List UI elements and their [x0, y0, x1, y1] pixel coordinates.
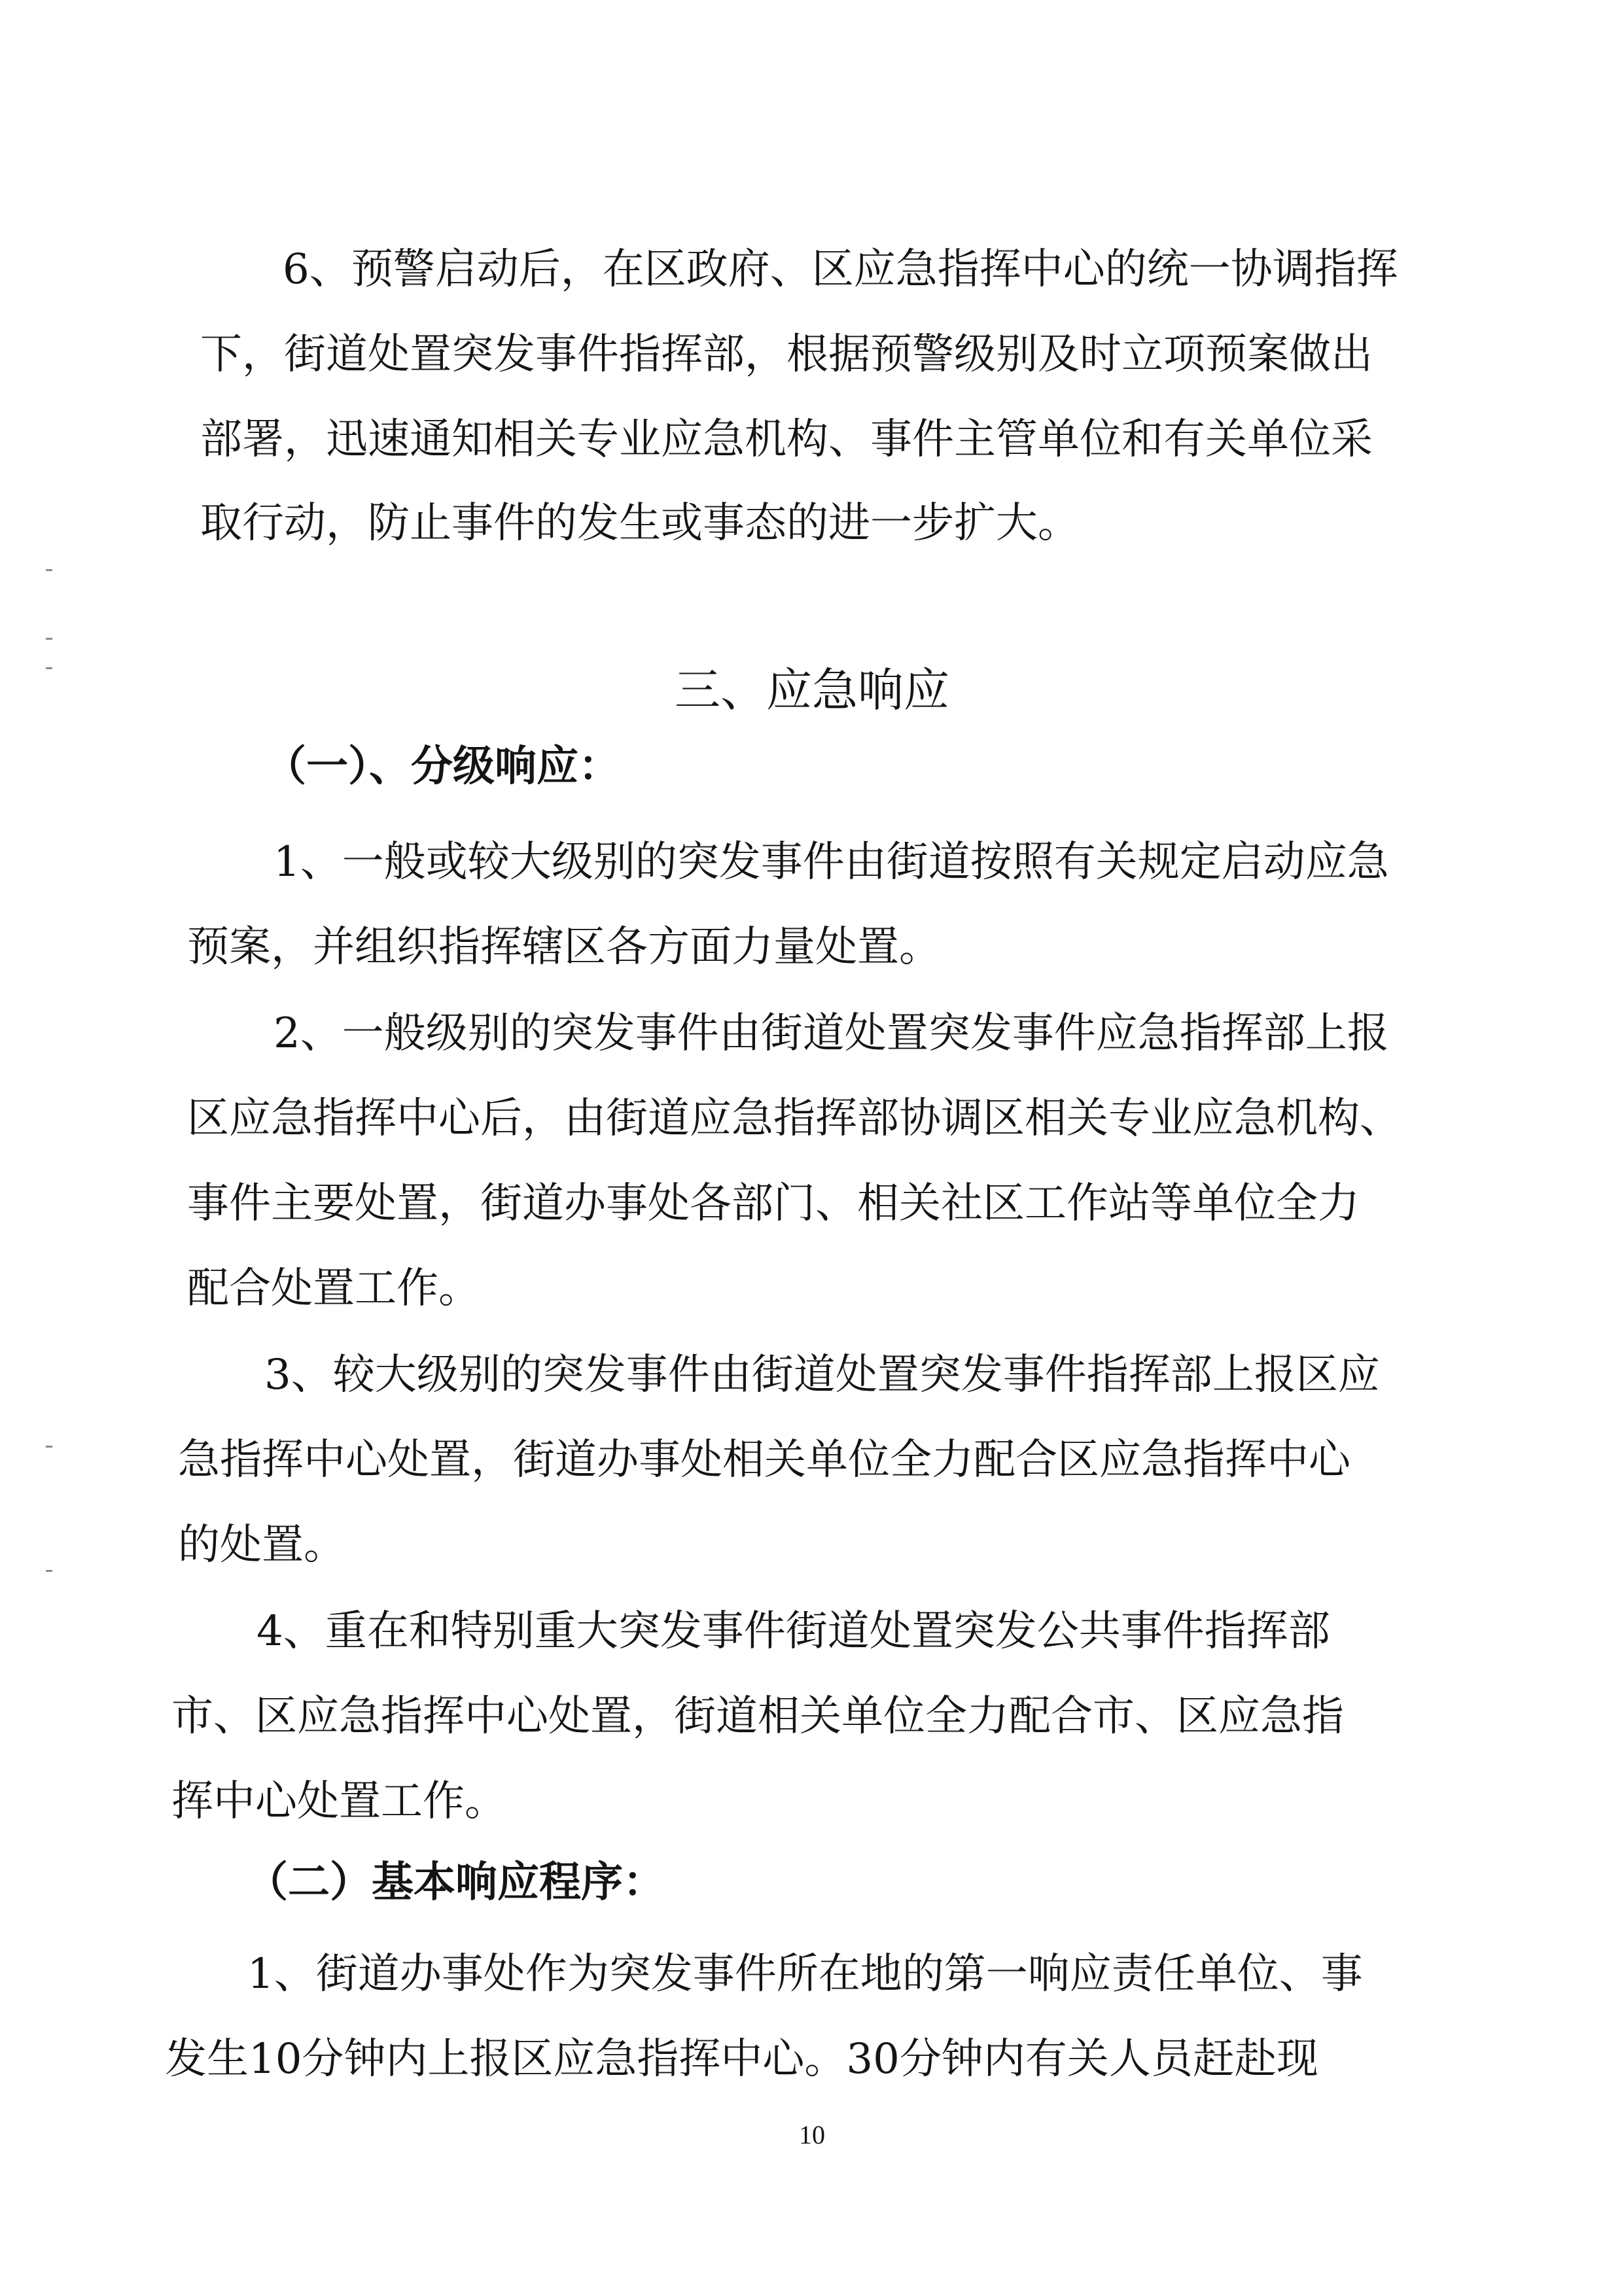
paragraph-line: 下，街道处置突发事件指挥部，根据预警级别及时立项预案做出 — [200, 330, 1373, 379]
paragraph-line: 的处置。 — [178, 1521, 345, 1569]
chapter-title: 三、应急响应 — [675, 663, 949, 717]
paragraph-line: 挥中心处置工作。 — [171, 1777, 506, 1826]
paragraph-line: 发生10分钟内上报区应急指挥中心。30分钟内有关人员赶赴现 — [165, 2035, 1318, 2083]
paragraph-line: 区应急指挥中心后，由街道应急指挥部协调区相关专业应急机构、 — [187, 1094, 1402, 1143]
scan-mark — [46, 569, 52, 571]
paragraph-line: 3、较大级别的突发事件由街道处置突发事件指挥部上报区应 — [264, 1351, 1380, 1399]
scan-mark — [46, 638, 52, 640]
scan-mark — [46, 1570, 52, 1572]
paragraph-line: 预案，并组织指挥辖区各方面力量处置。 — [187, 923, 941, 971]
paragraph-line: 取行动，防止事件的发生或事态的进一步扩大。 — [200, 499, 1080, 548]
subsection-heading: （二）基本响应程序： — [246, 1858, 665, 1907]
subsection-heading: （一）、分级响应： — [264, 742, 620, 791]
paragraph-line: 配合处置工作。 — [187, 1264, 480, 1313]
paragraph-line: 6、预警启动后，在区政府、区应急指挥中心的统一协调指挥 — [283, 245, 1398, 294]
page-number: 10 — [799, 2120, 825, 2149]
paragraph-line: 1、街道办事处作为突发事件所在地的第一响应责任单位、事 — [247, 1950, 1363, 1998]
paragraph-line: 1、一般或较大级别的突发事件由街道按照有关规定启动应急 — [274, 838, 1389, 886]
paragraph-line: 4、重在和特别重大突发事件街道处置突发公共事件指挥部 — [256, 1607, 1330, 1656]
paragraph-line: 市、区应急指挥中心处置，街道相关单位全力配合市、区应急指 — [171, 1692, 1344, 1741]
scan-mark — [46, 1446, 52, 1448]
paragraph-line: 2、一般级别的突发事件由街道处置突发事件应急指挥部上报 — [274, 1009, 1389, 1058]
paragraph-line: 部署，迅速通知相关专业应急机构、事件主管单位和有关单位采 — [200, 415, 1373, 464]
paragraph-line: 急指挥中心处置，街道办事处相关单位全力配合区应急指挥中心 — [178, 1436, 1350, 1484]
paragraph-line: 事件主要处置，街道办事处各部门、相关社区工作站等单位全力 — [187, 1179, 1360, 1228]
